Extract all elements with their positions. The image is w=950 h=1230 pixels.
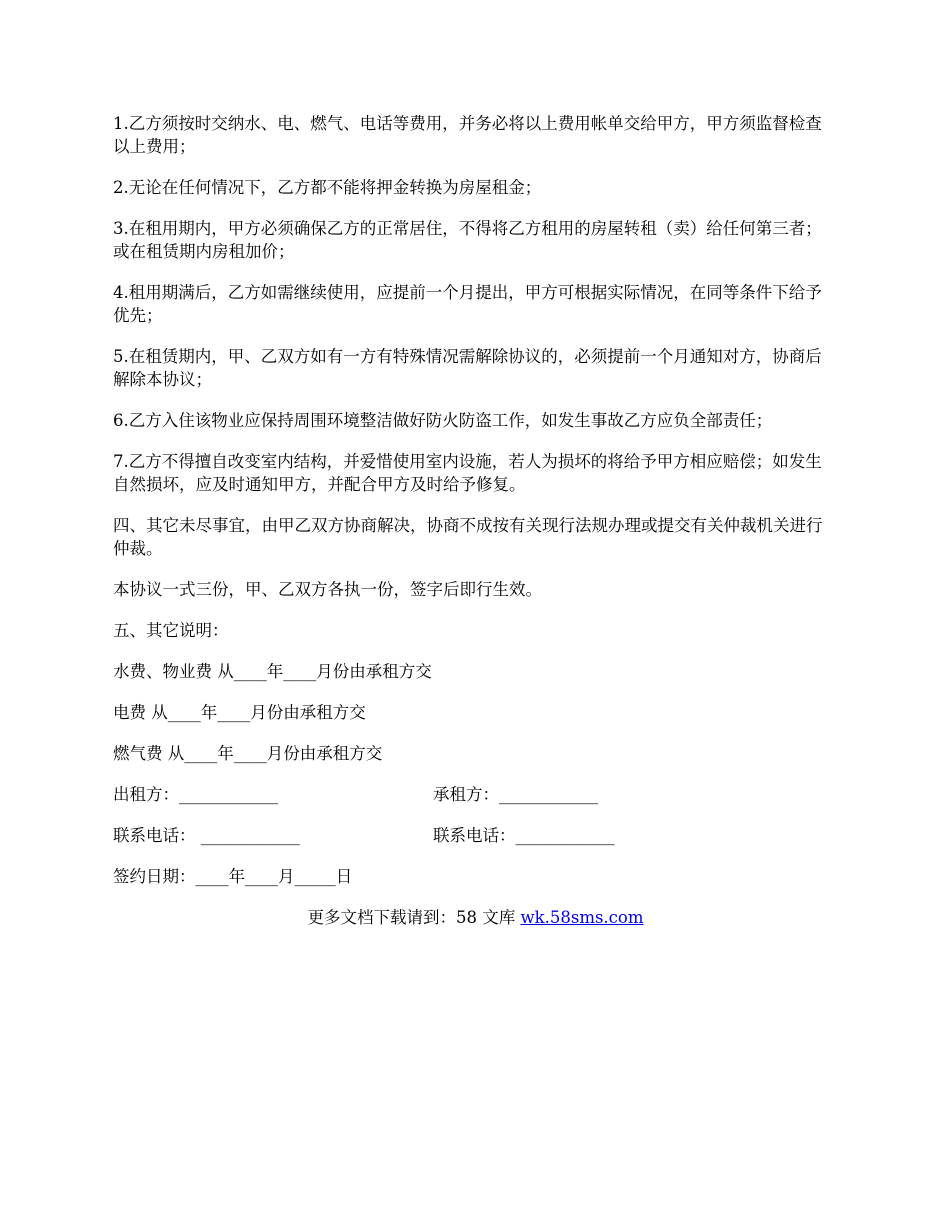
clause-4: 4.租用期满后，乙方如需继续使用，应提前一个月提出，甲方可根据实际情况，在同等条件下给予优先； xyxy=(113,283,822,325)
gas-fee-line: 燃气费 从____年____月份由承租方交 xyxy=(113,744,383,763)
lessor-phone: 联系电话： ____________ xyxy=(113,826,300,845)
lessee-signature: 承租方：____________ xyxy=(433,785,598,804)
agreement-copies: 本协议一式三份，甲、乙双方各执一份，签字后即行生效。 xyxy=(113,580,542,599)
section-5-heading: 五、其它说明： xyxy=(113,621,229,640)
water-property-fee-line: 水费、物业费 从____年____月份由承租方交 xyxy=(113,662,432,681)
footer-link[interactable]: wk.58sms.com xyxy=(520,908,644,927)
lessee-phone: 联系电话：____________ xyxy=(433,826,615,845)
clause-2: 2.无论在任何情况下，乙方都不能将押金转换为房屋租金； xyxy=(113,178,542,197)
electricity-fee-line: 电费 从____年____月份由承租方交 xyxy=(113,703,366,722)
signing-date: 签约日期：____年____月_____日 xyxy=(113,867,353,886)
clause-6: 6.乙方入住该物业应保持周围环境整洁做好防火防盗工作，如发生事故乙方应负全部责任； xyxy=(113,411,773,430)
clause-1: 1.乙方须按时交纳水、电、燃气、电话等费用，并务必将以上费用帐单交给甲方，甲方须监督检查以上费用； xyxy=(113,114,822,156)
date-row xyxy=(113,865,838,888)
clause-7: 7.乙方不得擅自改变室内结构，并爱惜使用室内设施，若人为损坏的将给予甲方相应赔偿；如发生自然损坏，应及时通知甲方，并配合甲方及时给予修复。 xyxy=(113,452,822,494)
footer-promo xyxy=(113,906,838,929)
clause-3: 3.在租用期内，甲方必须确保乙方的正常居住，不得将乙方租用的房屋转租（卖）给任何第三者；或在租赁期内房租加价； xyxy=(113,219,822,261)
phone-row xyxy=(113,824,838,847)
footer-text: 更多文档下载请到：58 文库 xyxy=(307,908,521,927)
party-signature-row xyxy=(113,783,838,806)
section-4-other-matters: 四、其它未尽事宜，由甲乙双方协商解决，协商不成按有关现行法规办理或提交有关仲裁机关进行仲裁。 xyxy=(113,516,823,558)
clause-5: 5.在租赁期内，甲、乙双方如有一方有特殊情况需解除协议的，必须提前一个月通知对方，协商后解除本协议； xyxy=(113,347,822,389)
lessor-signature: 出租方：____________ xyxy=(113,785,278,804)
